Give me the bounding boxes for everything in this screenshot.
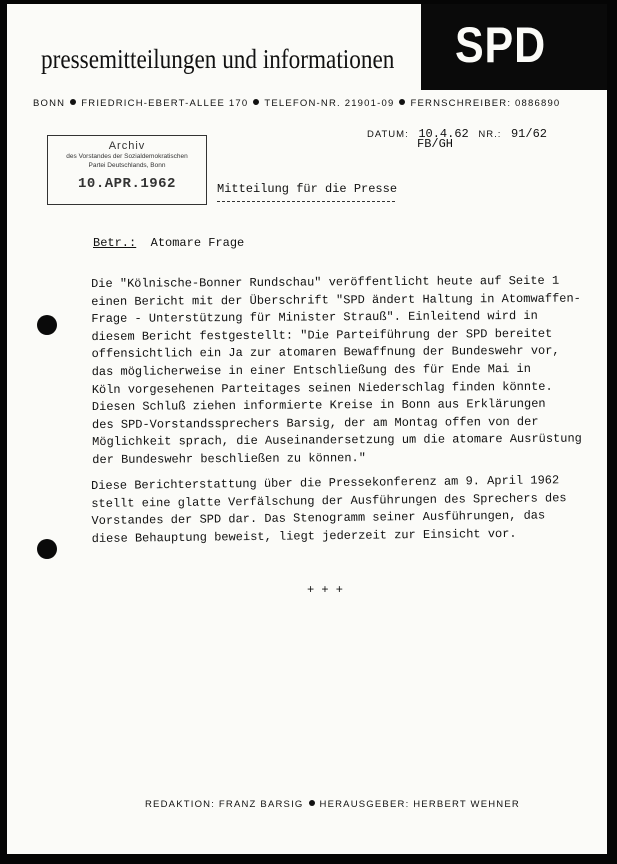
text-line: Diese Berichterstattung über die Pressekonferenz am 9. April 1962: [91, 473, 560, 493]
nr-label: NR.:: [478, 129, 502, 140]
footer-publisher: HERAUSGEBER: HERBERT WEHNER: [319, 799, 520, 810]
text-line: Die "Kölnische-Bonner Rundschau" veröffentlicht heute auf Seite 1: [91, 273, 560, 291]
bullet-icon: [70, 99, 76, 105]
text-line: offensichtlich ein Ja zur atomaren Bewaffnung der Bundeswehr vor,: [91, 344, 560, 362]
address-telex: FERNSCHREIBER: 0886890: [410, 98, 561, 109]
address-phone: TELEFON-NR. 21901-09: [264, 98, 395, 109]
address-street: FRIEDRICH-EBERT-ALLEE 170: [81, 98, 249, 109]
stamp-line-2: Partei Deutschlands, Bonn: [88, 162, 166, 169]
text-line: Diesen Schluß ziehen informierte Kreise in Bonn aus Erklärungen: [91, 396, 546, 415]
bullet-icon: [253, 99, 259, 105]
signature-initials: FB/GH: [417, 137, 454, 151]
archive-stamp: [47, 135, 207, 205]
datum-value: 10.4.62: [418, 127, 469, 141]
punch-hole: [37, 315, 57, 335]
body-paragraph-2: [91, 472, 592, 548]
text-line: Köln vorgesehenen Parteitages seinen Niederschlag finden könnte.: [91, 379, 553, 397]
text-line: des SPD-Vorstandssprechers Barsig, der am Montag offen von der: [91, 414, 539, 432]
subject-line: [93, 236, 244, 250]
subject-label: Betr.:: [93, 236, 137, 250]
stamp-date: 10.APR.1962: [78, 176, 176, 192]
text-line: Möglichkeit sprach, die Auseinandersetzung um die atomare Ausrüstung: [92, 431, 582, 450]
punch-hole: [37, 539, 57, 559]
bullet-icon: [309, 800, 315, 806]
bullet-icon: [399, 99, 405, 105]
press-notice-heading: Mitteilung für die Presse: [217, 182, 398, 196]
text-line: diesem Bericht festgestellt: "Die Parteiführung der SPD bereitet: [91, 326, 553, 344]
text-line: einen Bericht mit der Überschrift "SPD ändert Haltung in Atomwaffen-: [91, 291, 581, 309]
address-line: [33, 98, 560, 109]
end-mark: + + +: [307, 583, 344, 597]
address-city: BONN: [33, 98, 66, 109]
text-line: Frage - Unterstützung für Minister Strauß". Einleitend wird in: [91, 309, 538, 327]
text-line: der Bundeswehr beschließen zu können.": [92, 451, 366, 467]
subject-value: Atomare Frage: [150, 236, 245, 250]
heading-underline: [217, 201, 395, 202]
date-number-block: [367, 124, 547, 142]
body-paragraph-1: [91, 273, 592, 470]
letterhead-title: pressemitteilungen und informationen: [41, 44, 395, 74]
text-line: diese Behauptung beweist, liegt jederzeit zur Einsicht vor.: [91, 526, 517, 546]
text-line: Vorstandes der SPD dar. Das Stenogramm seiner Ausführungen, das: [91, 508, 546, 529]
text-line: das möglicherweise in einer Entschließung des für Ende Mai in: [91, 361, 531, 379]
text-line: stellt eine glatte Verfälschung der Ausführungen des Sprechers des: [91, 490, 567, 511]
footer-line: [145, 799, 520, 810]
letterhead-page: [7, 4, 607, 854]
stamp-title: Archiv: [108, 140, 146, 152]
spd-logo: SPD: [455, 17, 546, 73]
stamp-line-1: des Vorstandes der Sozialdemokratischen: [66, 153, 188, 160]
datum-label: DATUM:: [367, 129, 409, 140]
footer-editor: REDAKTION: FRANZ BARSIG: [145, 799, 304, 810]
nr-value: 91/62: [510, 127, 547, 141]
